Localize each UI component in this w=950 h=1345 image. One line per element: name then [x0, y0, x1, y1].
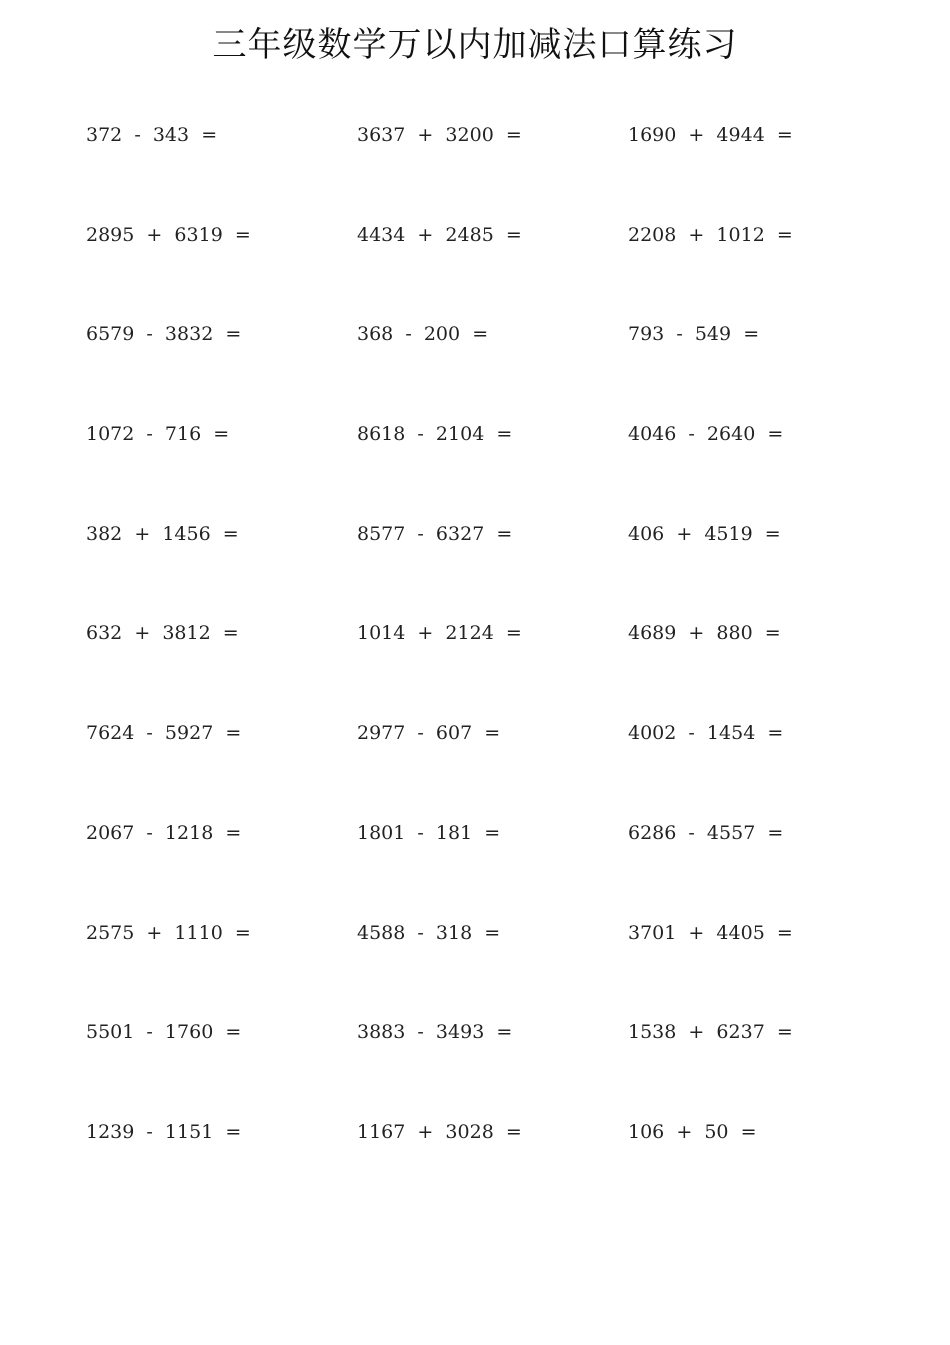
problem-row	[86, 419, 906, 519]
problem: 372 - 343 =	[86, 124, 218, 146]
problem: 6579 - 3832 =	[86, 323, 242, 346]
problem: 7624 - 5927 =	[86, 722, 242, 745]
problem-row	[86, 1017, 906, 1117]
problem: 1072 - 716 =	[86, 423, 230, 446]
problem: 2977 - 607 =	[357, 722, 501, 745]
problem: 1167 + 3028 =	[357, 1120, 522, 1143]
problem-row	[86, 818, 906, 918]
page-title: 三年级数学万以内加减法口算练习	[212, 25, 738, 65]
problem: 382 + 1456 =	[86, 522, 239, 545]
problem: 406 + 4519 =	[628, 522, 781, 545]
problem: 4002 - 1454 =	[628, 722, 784, 745]
problem: 106 + 50 =	[628, 1120, 757, 1143]
problem: 6286 - 4557 =	[628, 821, 784, 844]
problem: 4434 + 2485 =	[357, 223, 522, 246]
problem-grid	[86, 120, 906, 1217]
problem: 1239 - 1151 =	[86, 1120, 242, 1143]
problem: 1014 + 2124 =	[357, 622, 522, 645]
problem: 793 - 549 =	[628, 323, 760, 346]
problem: 8618 - 2104 =	[357, 423, 513, 446]
problem: 4588 - 318 =	[357, 921, 501, 944]
problem: 2575 + 1110 =	[86, 921, 251, 944]
problem: 4046 - 2640 =	[628, 423, 784, 446]
problem-row	[86, 319, 906, 419]
problem-row	[86, 718, 906, 818]
problem: 2895 + 6319 =	[86, 223, 251, 246]
problem: 2208 + 1012 =	[628, 223, 793, 246]
problem: 632 + 3812 =	[86, 622, 239, 645]
problem-row	[86, 220, 906, 320]
problem: 3701 + 4405 =	[628, 921, 793, 944]
problem: 3883 - 3493 =	[357, 1021, 513, 1044]
problem: 5501 - 1760 =	[86, 1021, 242, 1044]
problem-row	[86, 1117, 906, 1217]
problem: 2067 - 1218 =	[86, 821, 242, 844]
problem: 8577 - 6327 =	[357, 522, 513, 545]
problem: 368 - 200 =	[357, 323, 489, 346]
problem: 3637 + 3200 =	[357, 124, 522, 146]
problem: 1538 + 6237 =	[628, 1021, 793, 1044]
problem: 1801 - 181 =	[357, 821, 501, 844]
problem-row	[86, 618, 906, 718]
problem: 4689 + 880 =	[628, 622, 781, 645]
problem-row	[86, 519, 906, 619]
problem: 1690 + 4944 =	[628, 124, 793, 146]
problem-row	[86, 918, 906, 1018]
problem-row	[86, 120, 906, 220]
